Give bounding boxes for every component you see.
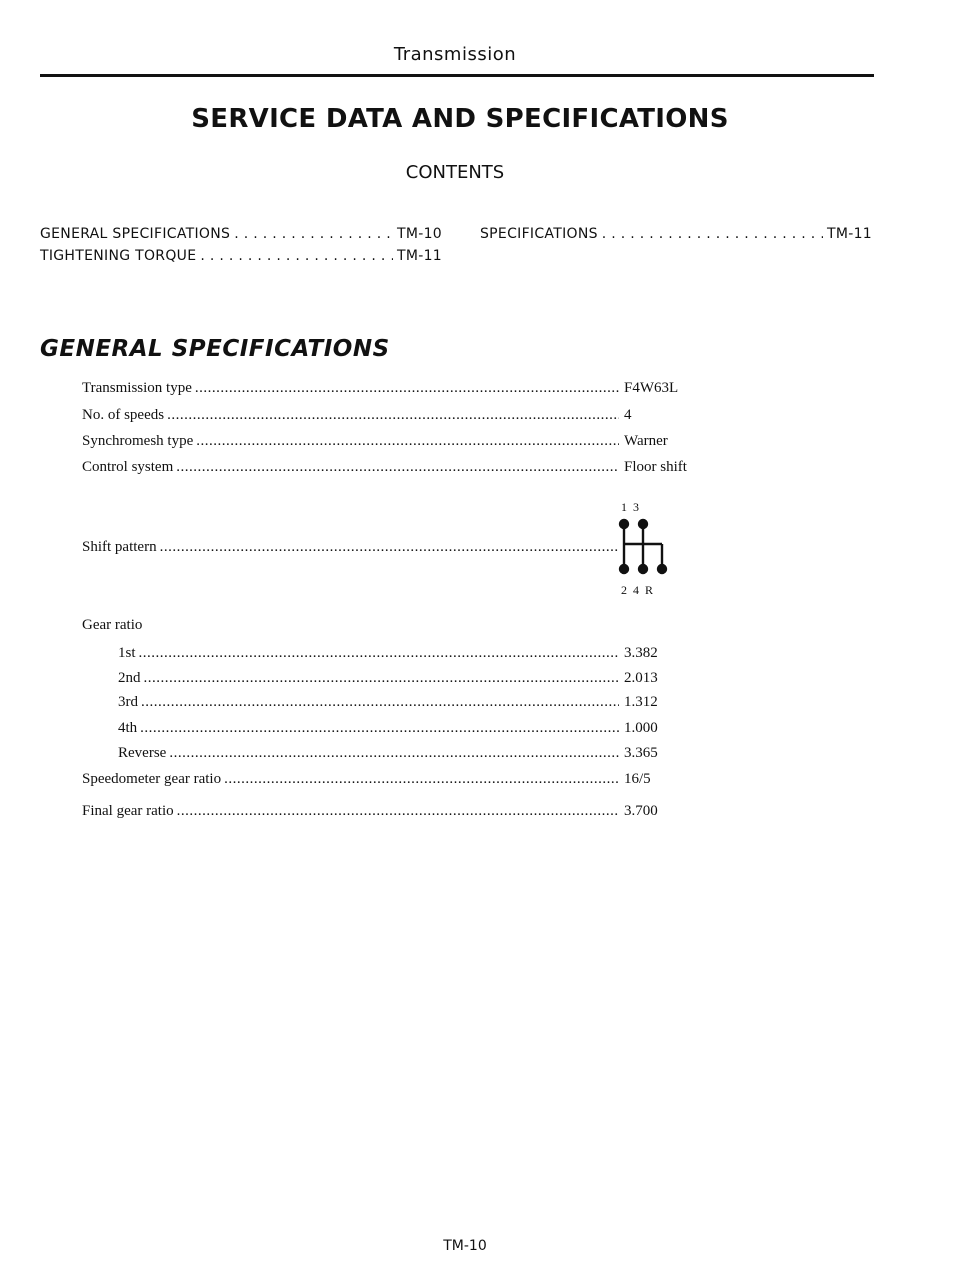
toc-entry-page: TM-11 bbox=[397, 248, 442, 264]
toc-leader-dots bbox=[234, 226, 393, 242]
spec-label: Shift pattern bbox=[82, 539, 157, 555]
spec-row-speedometer-gear-ratio bbox=[82, 771, 622, 788]
spec-value: 1.312 bbox=[624, 694, 658, 710]
gear-ratio-row-2nd bbox=[118, 670, 622, 687]
spec-value: 4 bbox=[624, 407, 632, 423]
leader-dots bbox=[144, 670, 620, 687]
spec-label: 2nd bbox=[118, 670, 141, 686]
spec-row-shift-pattern bbox=[82, 539, 622, 556]
spec-row-synchromesh-type bbox=[82, 433, 622, 450]
spec-row-no-of-speeds bbox=[82, 407, 622, 424]
spec-label: Final gear ratio bbox=[82, 803, 174, 819]
toc-entry-label: GENERAL SPECIFICATIONS bbox=[40, 226, 231, 242]
toc-entry-page: TM-11 bbox=[827, 226, 872, 242]
spec-value: 3.700 bbox=[624, 803, 658, 819]
contents-title: CONTENTS bbox=[405, 162, 505, 183]
spec-label: Control system bbox=[82, 459, 174, 475]
leader-dots bbox=[169, 745, 619, 762]
spec-label: 1st bbox=[118, 645, 136, 661]
shift-pattern-top-labels: 1 3 bbox=[621, 500, 639, 514]
gear-ratio-row-1st bbox=[118, 645, 622, 662]
header-rule bbox=[40, 74, 874, 77]
spec-value: Floor shift bbox=[624, 459, 687, 475]
spec-value: Warner bbox=[624, 433, 668, 449]
gear-ratio-label: Gear ratio bbox=[82, 617, 143, 633]
spec-value: F4W63L bbox=[624, 380, 679, 396]
shift-pattern-diagram bbox=[614, 516, 684, 578]
spec-label: Transmission type bbox=[82, 380, 192, 396]
section-heading: GENERAL SPECIFICATIONS bbox=[40, 336, 390, 362]
toc-entry-label: SPECIFICATIONS bbox=[480, 226, 598, 242]
spec-row-transmission-type bbox=[82, 380, 622, 397]
toc-entry-general-specifications[interactable] bbox=[40, 226, 442, 242]
spec-label: No. of speeds bbox=[82, 407, 165, 423]
spec-label: Reverse bbox=[118, 745, 167, 761]
leader-dots bbox=[139, 645, 619, 662]
leader-dots bbox=[140, 720, 619, 737]
gear-ratio-row-3rd bbox=[118, 694, 622, 711]
leader-dots bbox=[177, 803, 619, 820]
page-title: SERVICE DATA AND SPECIFICATIONS bbox=[191, 104, 729, 134]
spec-label: Synchromesh type bbox=[82, 433, 194, 449]
spec-value: 1.000 bbox=[624, 720, 658, 736]
toc-entry-specifications[interactable] bbox=[480, 226, 872, 242]
spec-value: 16/5 bbox=[624, 771, 651, 787]
shift-pattern-bottom-labels: 2 4 R bbox=[621, 583, 654, 597]
leader-dots bbox=[196, 433, 619, 450]
spec-label: Speedometer gear ratio bbox=[82, 771, 222, 787]
spec-row-control-system bbox=[82, 459, 622, 476]
leader-dots bbox=[195, 380, 619, 397]
spec-value: 3.365 bbox=[624, 745, 658, 761]
toc-entry-page: TM-10 bbox=[397, 226, 442, 242]
spec-label: 4th bbox=[118, 720, 138, 736]
toc-leader-dots bbox=[200, 248, 393, 264]
gear-ratio-row-4th bbox=[118, 720, 622, 737]
toc-entry-label: TIGHTENING TORQUE bbox=[40, 248, 197, 264]
leader-dots bbox=[167, 407, 619, 424]
leader-dots bbox=[141, 694, 619, 711]
spec-label: 3rd bbox=[118, 694, 138, 710]
page-number: TM-10 bbox=[443, 1238, 487, 1254]
spec-value: 3.382 bbox=[624, 645, 658, 661]
leader-dots bbox=[224, 771, 619, 788]
toc-entry-tightening-torque[interactable] bbox=[40, 248, 442, 264]
leader-dots bbox=[160, 539, 619, 556]
toc-leader-dots bbox=[602, 226, 823, 242]
running-header: Transmission bbox=[393, 44, 517, 65]
leader-dots bbox=[176, 459, 619, 476]
gear-ratio-row-reverse bbox=[118, 745, 622, 762]
spec-value: 2.013 bbox=[624, 670, 658, 686]
spec-row-final-gear-ratio bbox=[82, 803, 622, 820]
